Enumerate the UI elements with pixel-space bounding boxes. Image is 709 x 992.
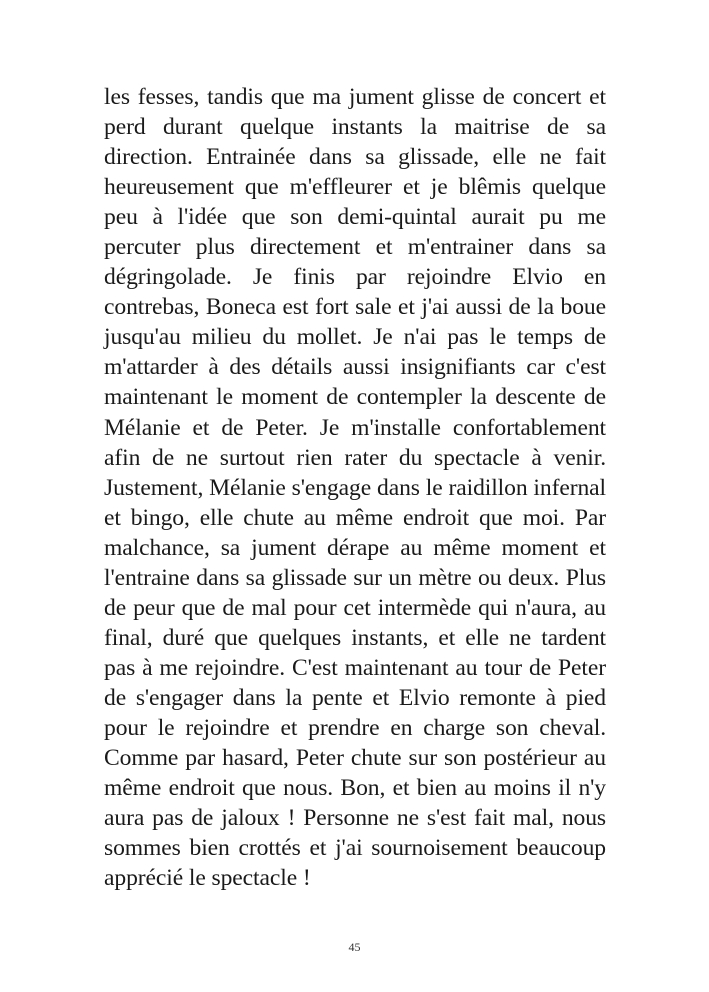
text-line: contrebas, Boneca est fort sale et j'ai aussi de la boue: [104, 294, 606, 321]
text-line: de s'engager dans la pente et Elvio remonte à pied: [104, 684, 606, 711]
text-line: et bingo, elle chute au même endroit que moi. Par: [104, 504, 606, 531]
text-line: afin de ne surtout rien rater du spectacle à venir.: [104, 444, 606, 471]
text-line: m'attarder à des détails aussi insignifiants car c'est: [104, 354, 606, 381]
text-line: les fesses, tandis que ma jument glisse de concert et: [104, 84, 606, 110]
text-line: maintenant le moment de contempler la descente de: [104, 384, 606, 411]
body-text: [104, 82, 606, 893]
text-line: Justement, Mélanie s'engage dans le raidillon infernal: [104, 474, 606, 501]
text-line: percuter plus directement et m'entrainer dans sa: [104, 234, 606, 261]
text-line: heureusement que m'effleurer et je blêmis quelque: [104, 174, 606, 201]
page-number: 45: [348, 940, 361, 954]
text-line: malchance, sa jument dérape au même moment et: [104, 534, 606, 561]
text-line: direction. Entrainée dans sa glissade, elle ne fait: [104, 144, 606, 171]
text-line: final, duré que quelques instants, et elle ne tardent: [104, 624, 606, 651]
text-line: aura pas de jaloux ! Personne ne s'est fait mal, nous: [104, 805, 606, 832]
text-line: même endroit que nous. Bon, et bien au moins il n'y: [104, 775, 606, 802]
text-line: sommes bien crottés et j'ai sournoisement beaucoup: [104, 835, 606, 862]
text-line: dégringolade. Je finis par rejoindre Elvio en: [104, 264, 606, 291]
text-line: pas à me rejoindre. C'est maintenant au tour de Peter: [104, 654, 606, 681]
text-line: l'entraine dans sa glissade sur un mètre ou deux. Plus: [104, 564, 606, 591]
text-line: perd durant quelque instants la maitrise de sa: [104, 114, 606, 141]
text-line: peu à l'idée que son demi-quintal aurait pu me: [104, 204, 606, 231]
text-line: pour le rejoindre et prendre en charge son cheval.: [104, 714, 606, 741]
text-line-last: apprécié le spectacle !: [104, 865, 311, 892]
text-line: Mélanie et de Peter. Je m'installe confortablement: [104, 414, 606, 441]
text-line: Comme par hasard, Peter chute sur son postérieur au: [104, 745, 606, 772]
text-line: de peur que de mal pour cet intermède qui n'aura, au: [104, 594, 606, 621]
text-line: jusqu'au milieu du mollet. Je n'ai pas le temps de: [104, 324, 606, 351]
